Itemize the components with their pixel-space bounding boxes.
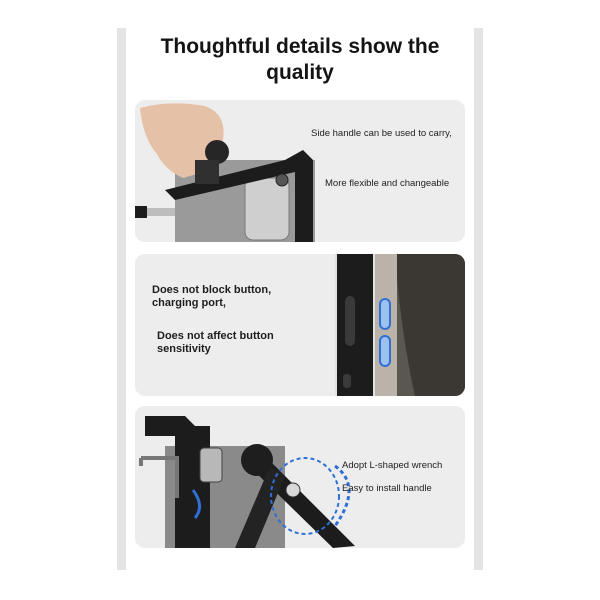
handle-carry-illustration: [135, 100, 315, 242]
handle-mount-shape: [195, 160, 219, 184]
cage-cutout-shape: [345, 296, 355, 346]
caption-l-wrench: Adopt L-shaped wrench: [342, 460, 443, 471]
handle-ball-shape: [241, 444, 273, 476]
volume-up-button-shape: [380, 299, 390, 329]
right-border-strip: [474, 28, 483, 570]
detail-panel-wrench: [135, 406, 465, 548]
detail-panel-side-handle: [135, 100, 465, 242]
rotate-arrow-right: [335, 466, 349, 526]
cage-screw-shape: [276, 174, 288, 186]
arm-screw-shape: [286, 483, 300, 497]
knurled-screw-shape: [200, 448, 222, 482]
volume-down-button-shape: [380, 336, 390, 366]
camera-module-shape: [245, 178, 289, 240]
left-border-strip: [117, 28, 126, 570]
page-title-line-2: quality: [266, 61, 334, 84]
caption-no-affect-button: Does not affect button: [157, 330, 274, 342]
cage-port-shape: [343, 374, 351, 388]
rod-clamp-shape: [135, 206, 147, 218]
caption-charging-port: charging port,: [152, 297, 226, 309]
caption-no-block-button: Does not block button,: [152, 284, 272, 296]
page-title-line-1: Thoughtful details show the: [160, 35, 440, 58]
page-title: [126, 34, 474, 86]
caption-easy-install: Easy to install handle: [342, 483, 432, 494]
caption-flexible: More flexible and changeable: [325, 178, 450, 189]
wrench-install-illustration: [135, 406, 365, 548]
detail-panel-buttons: [135, 254, 465, 396]
caption-side-handle: Side handle can be used to carry,: [311, 128, 452, 139]
caption-sensitivity: sensitivity: [157, 343, 211, 355]
phone-side-buttons-illustration: [335, 254, 465, 396]
